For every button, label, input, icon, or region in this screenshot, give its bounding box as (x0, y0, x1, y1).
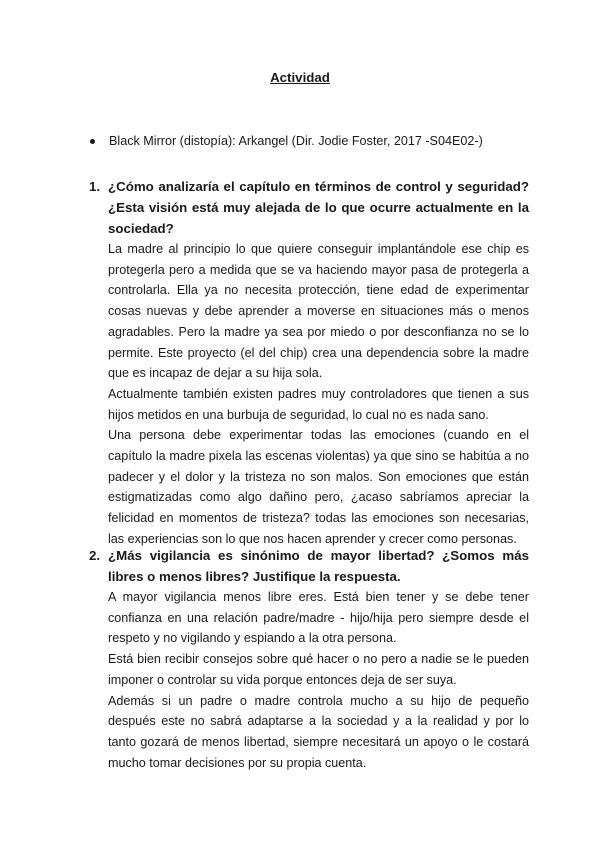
question-section-2 (89, 545, 529, 773)
question-number: 1. (89, 179, 101, 194)
question-number: 2. (89, 548, 101, 563)
question-text: ¿Más vigilancia es sinónimo de mayor libertad? ¿Somos más libres o menos libres? Justifique la respuesta. (108, 548, 529, 584)
bullet-icon (90, 139, 95, 144)
answer-paragraph: Está bien recibir consejos sobre qué hacer o no pero a nadie se le pueden imponer o controlar su vida porque entonces deja de ser suya. (108, 652, 529, 687)
answer-paragraph: Actualmente también existen padres muy controladores que tienen a sus hijos metidos en una burbuja de seguridad, lo cual no es nada sano. (108, 386, 529, 422)
question-text: ¿Cómo analizaría el capítulo en términos de control y seguridad? ¿Esta visión está muy alejada de lo que ocurre actualmente en la sociedad? (108, 179, 529, 236)
answer-paragraph: A mayor vigilancia menos libre eres. Está bien tener y se debe tener confianza en una relación padre/madre - hijo/hija pero siempre desde el respeto y no vigilando y espiando a la otra persona. (108, 590, 529, 646)
reference-text: Black Mirror (distopía): Arkangel (Dir. Jodie Foster, 2017 -S04E02-) (109, 134, 483, 148)
answer-paragraph: Además si un padre o madre controla mucho a su hijo de pequeño después este no sabrá adaptarse a la sociedad y a la realidad y por lo tanto gozará de menos libertad, siempre necesitará un apoyo o le costará mucho tomar decisiones por su propia cuenta. (108, 693, 529, 770)
answer-paragraph: La madre al principio lo que quiere conseguir implantándole ese chip es protegerla pero a medida que se va haciendo mayor pasa de protegerla a controlarla. Ella ya no necesita protección, tiene edad de experimentar cosas nuevas y debe aprender a moverse en situaciones más o menos agradables. Pero la madre ya sea por miedo o por desconfianza no se lo permite. Este proyecto (el del chip) crea una dependencia sobre la madre que es incapaz de dejar a su hija sola. (108, 242, 529, 381)
answer-paragraph: Una persona debe experimentar todas las emociones (cuando en el capítulo la madre pixela las escenas violentas) ya que sino se habitúa a no padecer y el dolor y la tristeza no son malos. Son emociones que están estigmatizadas como algo dañino pero, ¿acaso sabríamos apreciar la felicidad en momentos de tristeza? todas las emociones son necesarias, las experiencias son lo que nos hacen aprender y crecer como personas. (108, 428, 529, 546)
question-heading (89, 545, 529, 587)
question-section-1 (89, 176, 529, 550)
answer-body (108, 239, 529, 550)
reference-bullet (90, 134, 483, 148)
question-heading (89, 176, 529, 239)
answer-body (108, 587, 529, 773)
page-title: Actividad (270, 70, 330, 85)
